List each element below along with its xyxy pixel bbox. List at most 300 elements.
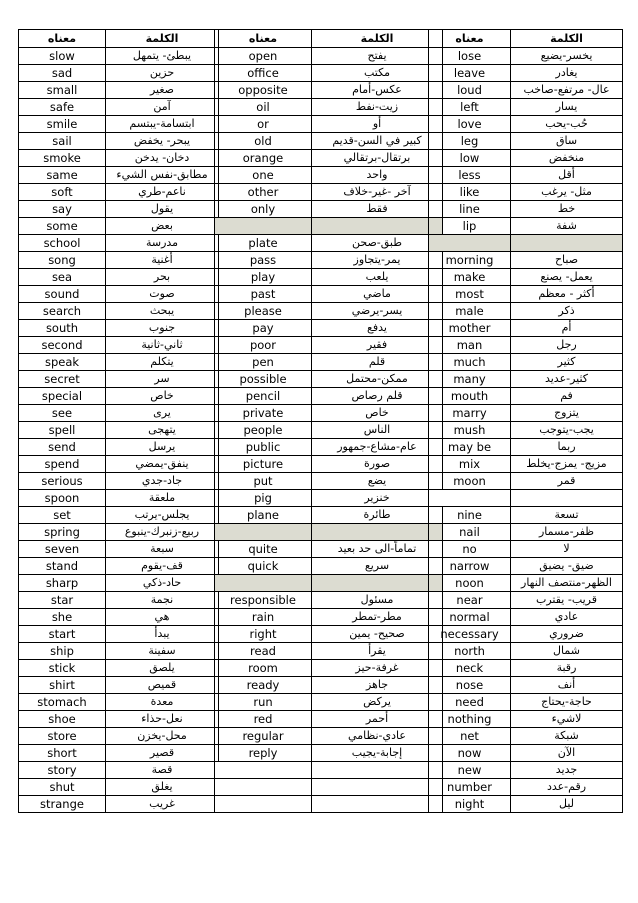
english-word: pass bbox=[215, 252, 312, 269]
word-header: الكلمة bbox=[511, 30, 623, 48]
arabic-word: جنوب bbox=[106, 320, 219, 337]
vocab-table-l-m-n bbox=[428, 29, 623, 813]
vocab-row bbox=[19, 439, 219, 456]
vocab-row bbox=[429, 167, 623, 184]
english-word: strange bbox=[19, 796, 106, 813]
arabic-word: غرفة-حيز bbox=[312, 660, 443, 677]
vocab-row bbox=[429, 82, 623, 99]
vocab-row bbox=[429, 677, 623, 694]
vocab-row bbox=[19, 558, 219, 575]
english-word: star bbox=[19, 592, 106, 609]
vocab-row bbox=[215, 473, 443, 490]
arabic-word: أم bbox=[511, 320, 623, 337]
arabic-word: بعض bbox=[106, 218, 219, 235]
vocab-row bbox=[19, 796, 219, 813]
vocab-row bbox=[215, 320, 443, 337]
vocab-row bbox=[429, 660, 623, 677]
vocab-row bbox=[215, 745, 443, 762]
arabic-word: محل-يخزن bbox=[106, 728, 219, 745]
vocab-row bbox=[19, 218, 219, 235]
english-word: run bbox=[215, 694, 312, 711]
english-word: mix bbox=[429, 456, 511, 473]
vocab-row bbox=[215, 184, 443, 201]
vocab-row bbox=[215, 456, 443, 473]
arabic-word bbox=[511, 490, 623, 507]
vocab-row bbox=[429, 65, 623, 82]
vocab-row bbox=[19, 252, 219, 269]
arabic-word: مطابق-نفس الشيء bbox=[106, 167, 219, 184]
vocab-row bbox=[215, 541, 443, 558]
vocab-row bbox=[19, 626, 219, 643]
english-word: set bbox=[19, 507, 106, 524]
empty-row bbox=[215, 779, 443, 796]
english-word: normal bbox=[429, 609, 511, 626]
vocab-row bbox=[429, 354, 623, 371]
english-word: same bbox=[19, 167, 106, 184]
vocab-row bbox=[429, 575, 623, 592]
vocab-row bbox=[215, 439, 443, 456]
english-word: opposite bbox=[215, 82, 312, 99]
arabic-word: جاد-جدي bbox=[106, 473, 219, 490]
vocab-row bbox=[429, 320, 623, 337]
english-word bbox=[429, 490, 511, 507]
english-word: male bbox=[429, 303, 511, 320]
english-word: near bbox=[429, 592, 511, 609]
arabic-word: عال- مرتفع-صاخب bbox=[511, 82, 623, 99]
vocab-row bbox=[215, 116, 443, 133]
arabic-word: خنزير bbox=[312, 490, 443, 507]
english-word: leave bbox=[429, 65, 511, 82]
vocab-row bbox=[429, 592, 623, 609]
english-word: night bbox=[429, 796, 511, 813]
vocab-row bbox=[215, 592, 443, 609]
english-word: ship bbox=[19, 643, 106, 660]
arabic-word: أغنية bbox=[106, 252, 219, 269]
english-word bbox=[215, 796, 312, 813]
english-word: only bbox=[215, 201, 312, 218]
vocab-row bbox=[215, 609, 443, 626]
arabic-word: طبق-صحن bbox=[312, 235, 443, 252]
arabic-word: ابتسامة-يبتسم bbox=[106, 116, 219, 133]
vocab-row bbox=[19, 201, 219, 218]
vocab-row bbox=[19, 48, 219, 65]
arabic-word: أو bbox=[312, 116, 443, 133]
english-word: moon bbox=[429, 473, 511, 490]
english-word: sharp bbox=[19, 575, 106, 592]
vocab-row bbox=[429, 762, 623, 779]
arabic-word: قمر bbox=[511, 473, 623, 490]
vocab-row bbox=[215, 167, 443, 184]
arabic-word: عادي bbox=[511, 609, 623, 626]
english-word: nail bbox=[429, 524, 511, 541]
vocab-row bbox=[215, 507, 443, 524]
vocab-row bbox=[429, 609, 623, 626]
vocab-row bbox=[215, 252, 443, 269]
vocab-row bbox=[19, 235, 219, 252]
arabic-word: قريب- يقترب bbox=[511, 592, 623, 609]
vocab-table-s bbox=[18, 29, 219, 813]
arabic-word: صباح bbox=[511, 252, 623, 269]
arabic-word: يسر-يرضي bbox=[312, 303, 443, 320]
english-word: regular bbox=[215, 728, 312, 745]
arabic-word: يبطئ- يتمهل bbox=[106, 48, 219, 65]
vocab-row bbox=[429, 269, 623, 286]
english-word: many bbox=[429, 371, 511, 388]
english-word: no bbox=[429, 541, 511, 558]
vocab-row bbox=[429, 405, 623, 422]
english-word: neck bbox=[429, 660, 511, 677]
english-word: spend bbox=[19, 456, 106, 473]
vocab-row bbox=[429, 371, 623, 388]
vocab-row bbox=[429, 184, 623, 201]
english-word: put bbox=[215, 473, 312, 490]
arabic-word: يخسر-يضيع bbox=[511, 48, 623, 65]
empty-row bbox=[215, 762, 443, 779]
arabic-word: يلعب bbox=[312, 269, 443, 286]
arabic-word: قميص bbox=[106, 677, 219, 694]
arabic-word: طائرة bbox=[312, 507, 443, 524]
vocab-row bbox=[215, 269, 443, 286]
arabic-word: تماماً-الى حد بعيد bbox=[312, 541, 443, 558]
arabic-word: سفينة bbox=[106, 643, 219, 660]
vocab-row bbox=[429, 337, 623, 354]
english-word: pay bbox=[215, 320, 312, 337]
arabic-word: منخفض bbox=[511, 150, 623, 167]
arabic-word: رقم-عدد bbox=[511, 779, 623, 796]
arabic-word: زيت-نفط bbox=[312, 99, 443, 116]
english-word: shut bbox=[19, 779, 106, 796]
english-word bbox=[215, 218, 312, 235]
arabic-word: جديد bbox=[511, 762, 623, 779]
arabic-word: الناس bbox=[312, 422, 443, 439]
english-word: low bbox=[429, 150, 511, 167]
vocab-row bbox=[429, 643, 623, 660]
vocab-row bbox=[19, 150, 219, 167]
english-word: smoke bbox=[19, 150, 106, 167]
english-word: now bbox=[429, 745, 511, 762]
arabic-word: عكس-أمام bbox=[312, 82, 443, 99]
english-word: red bbox=[215, 711, 312, 728]
english-word: quite bbox=[215, 541, 312, 558]
english-word: second bbox=[19, 337, 106, 354]
arabic-word: ذكر bbox=[511, 303, 623, 320]
header-row bbox=[215, 30, 443, 48]
arabic-word: ساق bbox=[511, 133, 623, 150]
vocab-row bbox=[19, 711, 219, 728]
arabic-word: مسئول bbox=[312, 592, 443, 609]
vocab-row bbox=[215, 201, 443, 218]
vocab-row bbox=[429, 286, 623, 303]
english-word: plane bbox=[215, 507, 312, 524]
english-word: song bbox=[19, 252, 106, 269]
vocab-row bbox=[19, 354, 219, 371]
arabic-word bbox=[312, 796, 443, 813]
english-word: may be bbox=[429, 439, 511, 456]
arabic-word: يغلق bbox=[106, 779, 219, 796]
arabic-word: ربما bbox=[511, 439, 623, 456]
english-word: office bbox=[215, 65, 312, 82]
arabic-word: أكثر - معظم bbox=[511, 286, 623, 303]
vocab-row bbox=[19, 303, 219, 320]
arabic-word: يركض bbox=[312, 694, 443, 711]
english-word: picture bbox=[215, 456, 312, 473]
english-word: start bbox=[19, 626, 106, 643]
english-word: smile bbox=[19, 116, 106, 133]
vocab-row bbox=[429, 728, 623, 745]
english-word: nose bbox=[429, 677, 511, 694]
arabic-word: فقير bbox=[312, 337, 443, 354]
vocab-row bbox=[429, 218, 623, 235]
arabic-word: جاهز bbox=[312, 677, 443, 694]
arabic-word: يضع bbox=[312, 473, 443, 490]
arabic-word: الظهر-منتصف النهار bbox=[511, 575, 623, 592]
arabic-word: يبحث bbox=[106, 303, 219, 320]
arabic-word: قصير bbox=[106, 745, 219, 762]
arabic-word: غريب bbox=[106, 796, 219, 813]
english-word: store bbox=[19, 728, 106, 745]
vocab-row bbox=[215, 354, 443, 371]
arabic-word: كثير bbox=[511, 354, 623, 371]
vocab-row bbox=[19, 762, 219, 779]
english-word: love bbox=[429, 116, 511, 133]
word-header: الكلمة bbox=[106, 30, 219, 48]
vocab-row bbox=[429, 694, 623, 711]
english-word: pig bbox=[215, 490, 312, 507]
vocab-row bbox=[215, 286, 443, 303]
vocab-row bbox=[429, 439, 623, 456]
arabic-word: قف-يقوم bbox=[106, 558, 219, 575]
vocab-row bbox=[215, 558, 443, 575]
arabic-word: حزين bbox=[106, 65, 219, 82]
vocab-row bbox=[215, 65, 443, 82]
english-word bbox=[429, 235, 511, 252]
vocab-row bbox=[19, 167, 219, 184]
arabic-word: برتقال-برتقالي bbox=[312, 150, 443, 167]
english-word: need bbox=[429, 694, 511, 711]
english-word: most bbox=[429, 286, 511, 303]
vocab-row bbox=[215, 371, 443, 388]
arabic-word: كبير في السن-قديم bbox=[312, 133, 443, 150]
english-word: lip bbox=[429, 218, 511, 235]
english-word: like bbox=[429, 184, 511, 201]
meaning-header: معناه bbox=[429, 30, 511, 48]
english-word: private bbox=[215, 405, 312, 422]
vocab-row bbox=[19, 490, 219, 507]
english-word: she bbox=[19, 609, 106, 626]
empty-row bbox=[429, 490, 623, 507]
english-word: necessary bbox=[429, 626, 511, 643]
vocab-row bbox=[429, 252, 623, 269]
english-word: leg bbox=[429, 133, 511, 150]
vocab-row bbox=[215, 422, 443, 439]
vocab-row bbox=[429, 303, 623, 320]
arabic-word: يقول bbox=[106, 201, 219, 218]
english-word: mouth bbox=[429, 388, 511, 405]
english-word: mother bbox=[429, 320, 511, 337]
vocab-table-o-p-q-r bbox=[214, 29, 443, 813]
arabic-word: خاص bbox=[312, 405, 443, 422]
arabic-word: تسعة bbox=[511, 507, 623, 524]
vocab-row bbox=[19, 609, 219, 626]
word-header: الكلمة bbox=[312, 30, 443, 48]
english-word: nothing bbox=[429, 711, 511, 728]
english-word: short bbox=[19, 745, 106, 762]
arabic-word: خط bbox=[511, 201, 623, 218]
english-word: search bbox=[19, 303, 106, 320]
vocab-row bbox=[215, 660, 443, 677]
vocab-row bbox=[215, 133, 443, 150]
english-word: other bbox=[215, 184, 312, 201]
english-word: south bbox=[19, 320, 106, 337]
english-word: spell bbox=[19, 422, 106, 439]
vocab-row bbox=[215, 48, 443, 65]
arabic-word: يبدأ bbox=[106, 626, 219, 643]
english-word: spoon bbox=[19, 490, 106, 507]
vocab-row bbox=[19, 660, 219, 677]
english-word: story bbox=[19, 762, 106, 779]
arabic-word: يقرأ bbox=[312, 643, 443, 660]
arabic-word: ثاني-ثانية bbox=[106, 337, 219, 354]
vocab-row bbox=[19, 677, 219, 694]
english-word: or bbox=[215, 116, 312, 133]
arabic-word: يعمل- يصنع bbox=[511, 269, 623, 286]
english-word: serious bbox=[19, 473, 106, 490]
english-word: sail bbox=[19, 133, 106, 150]
english-word: number bbox=[429, 779, 511, 796]
vocab-row bbox=[429, 133, 623, 150]
arabic-word: مطر-تمطر bbox=[312, 609, 443, 626]
english-word: plate bbox=[215, 235, 312, 252]
english-word: noon bbox=[429, 575, 511, 592]
english-word: stand bbox=[19, 558, 106, 575]
arabic-word: يرسل bbox=[106, 439, 219, 456]
english-word: old bbox=[215, 133, 312, 150]
english-word: safe bbox=[19, 99, 106, 116]
vocab-row bbox=[429, 524, 623, 541]
arabic-word: الآن bbox=[511, 745, 623, 762]
empty-row bbox=[215, 796, 443, 813]
english-word bbox=[215, 762, 312, 779]
vocab-row bbox=[19, 541, 219, 558]
vocab-row bbox=[215, 643, 443, 660]
arabic-word: ناعم-طري bbox=[106, 184, 219, 201]
arabic-word: يجب-يتوجب bbox=[511, 422, 623, 439]
vocab-row bbox=[429, 711, 623, 728]
vocab-row bbox=[215, 490, 443, 507]
english-word: secret bbox=[19, 371, 106, 388]
arabic-word: أحمر bbox=[312, 711, 443, 728]
arabic-word: شبكة bbox=[511, 728, 623, 745]
vocab-row bbox=[429, 541, 623, 558]
vocab-row bbox=[429, 558, 623, 575]
arabic-word bbox=[312, 779, 443, 796]
separator-row bbox=[215, 524, 443, 541]
arabic-word: لاشيء bbox=[511, 711, 623, 728]
english-word: new bbox=[429, 762, 511, 779]
arabic-word: عام-مشاع-جمهور bbox=[312, 439, 443, 456]
vocab-row bbox=[429, 456, 623, 473]
arabic-word: هي bbox=[106, 609, 219, 626]
vocab-row bbox=[19, 371, 219, 388]
arabic-word: قصة bbox=[106, 762, 219, 779]
arabic-word bbox=[312, 218, 443, 235]
arabic-word: يتكلم bbox=[106, 354, 219, 371]
arabic-word: رقبة bbox=[511, 660, 623, 677]
arabic-word: قلم bbox=[312, 354, 443, 371]
english-word: room bbox=[215, 660, 312, 677]
arabic-word: رجل bbox=[511, 337, 623, 354]
vocab-row bbox=[215, 337, 443, 354]
arabic-word: دخان- يدخن bbox=[106, 150, 219, 167]
vocab-row bbox=[19, 728, 219, 745]
english-word: narrow bbox=[429, 558, 511, 575]
english-word: some bbox=[19, 218, 106, 235]
vocab-row bbox=[429, 99, 623, 116]
arabic-word bbox=[511, 235, 623, 252]
english-word: stick bbox=[19, 660, 106, 677]
english-word bbox=[215, 524, 312, 541]
vocab-row bbox=[215, 235, 443, 252]
english-word: play bbox=[215, 269, 312, 286]
english-word: north bbox=[429, 643, 511, 660]
vocab-row bbox=[19, 779, 219, 796]
english-word: see bbox=[19, 405, 106, 422]
arabic-word: أنف bbox=[511, 677, 623, 694]
vocab-row bbox=[19, 133, 219, 150]
vocab-row bbox=[215, 82, 443, 99]
english-word: nine bbox=[429, 507, 511, 524]
english-word: sound bbox=[19, 286, 106, 303]
arabic-word: صحيح- يمين bbox=[312, 626, 443, 643]
arabic-word: ضيق- يضيق bbox=[511, 558, 623, 575]
english-word: say bbox=[19, 201, 106, 218]
vocab-row bbox=[19, 320, 219, 337]
separator-row bbox=[215, 575, 443, 592]
arabic-word: مكتب bbox=[312, 65, 443, 82]
vocab-row bbox=[19, 524, 219, 541]
arabic-word: ينفق-يمضي bbox=[106, 456, 219, 473]
vocab-row bbox=[215, 405, 443, 422]
english-word: ready bbox=[215, 677, 312, 694]
header-row bbox=[19, 30, 219, 48]
vocab-row bbox=[215, 388, 443, 405]
english-word: less bbox=[429, 167, 511, 184]
vocab-row bbox=[429, 422, 623, 439]
vocab-row bbox=[19, 388, 219, 405]
english-word: marry bbox=[429, 405, 511, 422]
vocab-row bbox=[19, 269, 219, 286]
arabic-word: يدفع bbox=[312, 320, 443, 337]
arabic-word: إجابة-يجيب bbox=[312, 745, 443, 762]
arabic-word: واحد bbox=[312, 167, 443, 184]
arabic-word: ربيع-زنبرك-ينبوع bbox=[106, 524, 219, 541]
vocab-row bbox=[19, 184, 219, 201]
arabic-word bbox=[312, 575, 443, 592]
vocab-row bbox=[429, 150, 623, 167]
english-word: spring bbox=[19, 524, 106, 541]
arabic-word: آخر -غير-خلاف bbox=[312, 184, 443, 201]
arabic-word: يلصق bbox=[106, 660, 219, 677]
arabic-word: مزيج- يمزج-يخلط bbox=[511, 456, 623, 473]
english-word: right bbox=[215, 626, 312, 643]
arabic-word: عادي-نظامي bbox=[312, 728, 443, 745]
english-word: pencil bbox=[215, 388, 312, 405]
arabic-word: ملعقة bbox=[106, 490, 219, 507]
english-word: sad bbox=[19, 65, 106, 82]
english-word: special bbox=[19, 388, 106, 405]
vocab-row bbox=[19, 99, 219, 116]
arabic-word: سبعة bbox=[106, 541, 219, 558]
